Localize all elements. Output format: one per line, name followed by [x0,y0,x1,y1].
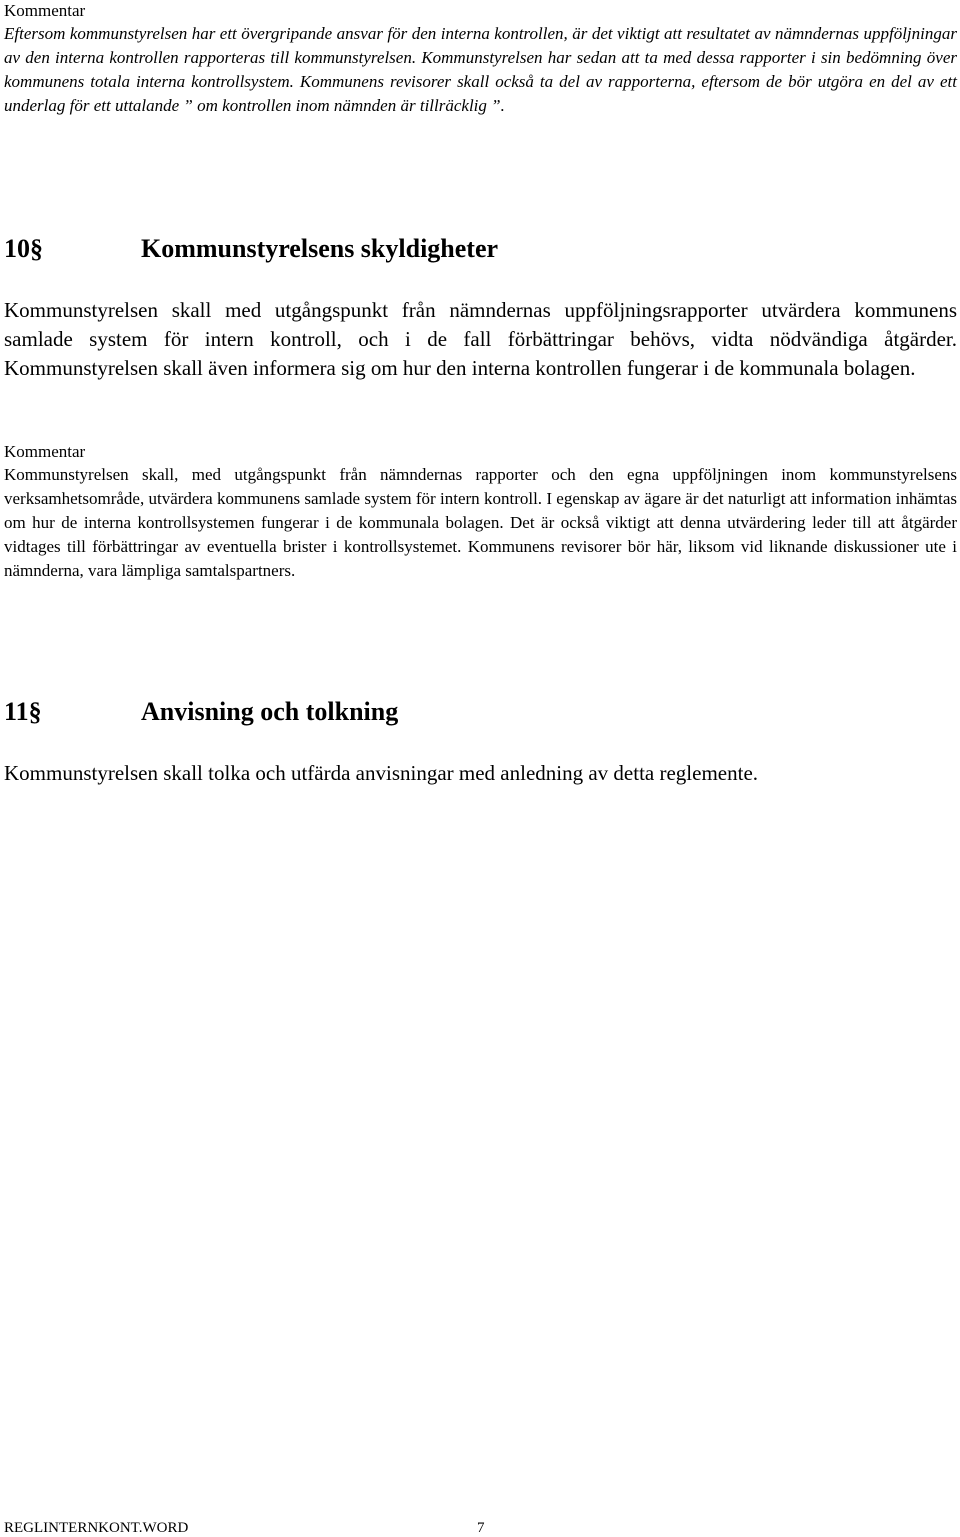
comment-text: Eftersom kommunstyrelsen har ett övergripande ansvar för den interna kontrollen, är det viktigt att resultatet av nämndernas uppföljningar av den interna kontrollen rapporteras till kommunstyrelsen. Kommunstyrelsen har sedan att ta med dessa rapporter i sin bedömning över kommunens totala interna kontrollsystem. Kommunens revisorer skall också ta del av rapporterna, eftersom de bör utgöra en del av ett underlag för ett uttalande ” om kontrollen inom nämnden är tillräcklig ”. [4,24,957,115]
document-page [4,0,957,1537]
footer-page-number: 7 [477,1520,485,1536]
comment-label: Kommentar [4,1,86,20]
section-paragraph: Kommunstyrelsen skall med utgångspunkt från nämndernas uppföljningsrapporter utvärdera kommunens samlade system för intern kontroll, och i de fall förbättringar behövs, vidta nödvändiga åtgärder. Kommunstyrelsen skall även informera sig om hur den interna kontrollen fungerar i de kommunala bolagen. [4,298,957,380]
section-10-heading [4,234,957,264]
section-title: Kommunstyrelsens skyldigheter [141,234,499,263]
comment-text: Kommunstyrelsen skall, med utgångspunkt från nämndernas rapporter och den egna uppföljningen inom kommunstyrelsens verksamhetsområde, utvärdera kommunens samlade system för intern kontroll. I egenskap av ägare är det naturligt att information inhämtas om hur de interna kontrollsystemen fungerar i de kommunala bolagen. Det är också viktigt att denna utvärdering leder till att åtgärder vidtages till förbättringar av eventuella brister i kontrollsystemet. Kommunens revisorer bör här, liksom vid liknande diskussioner ute i nämnderna, vara lämpliga samtalspartners. [4,465,957,580]
comment-label: Kommentar [4,442,86,461]
section-paragraph: Kommunstyrelsen skall tolka och utfärda anvisningar med anledning av detta reglemente. [4,761,759,785]
section-10-body [4,296,957,383]
section-11-heading [4,697,957,727]
footer-document-name: REGLINTERNKONT.WORD [4,1520,189,1536]
comment-block-1 [4,0,957,118]
section-title: Anvisning och tolkning [141,697,399,726]
section-number: 11§ [4,697,42,726]
section-number: 10§ [4,234,43,263]
page-footer [4,1519,957,1537]
comment-block-2 [4,441,957,583]
section-11-body [4,759,957,788]
